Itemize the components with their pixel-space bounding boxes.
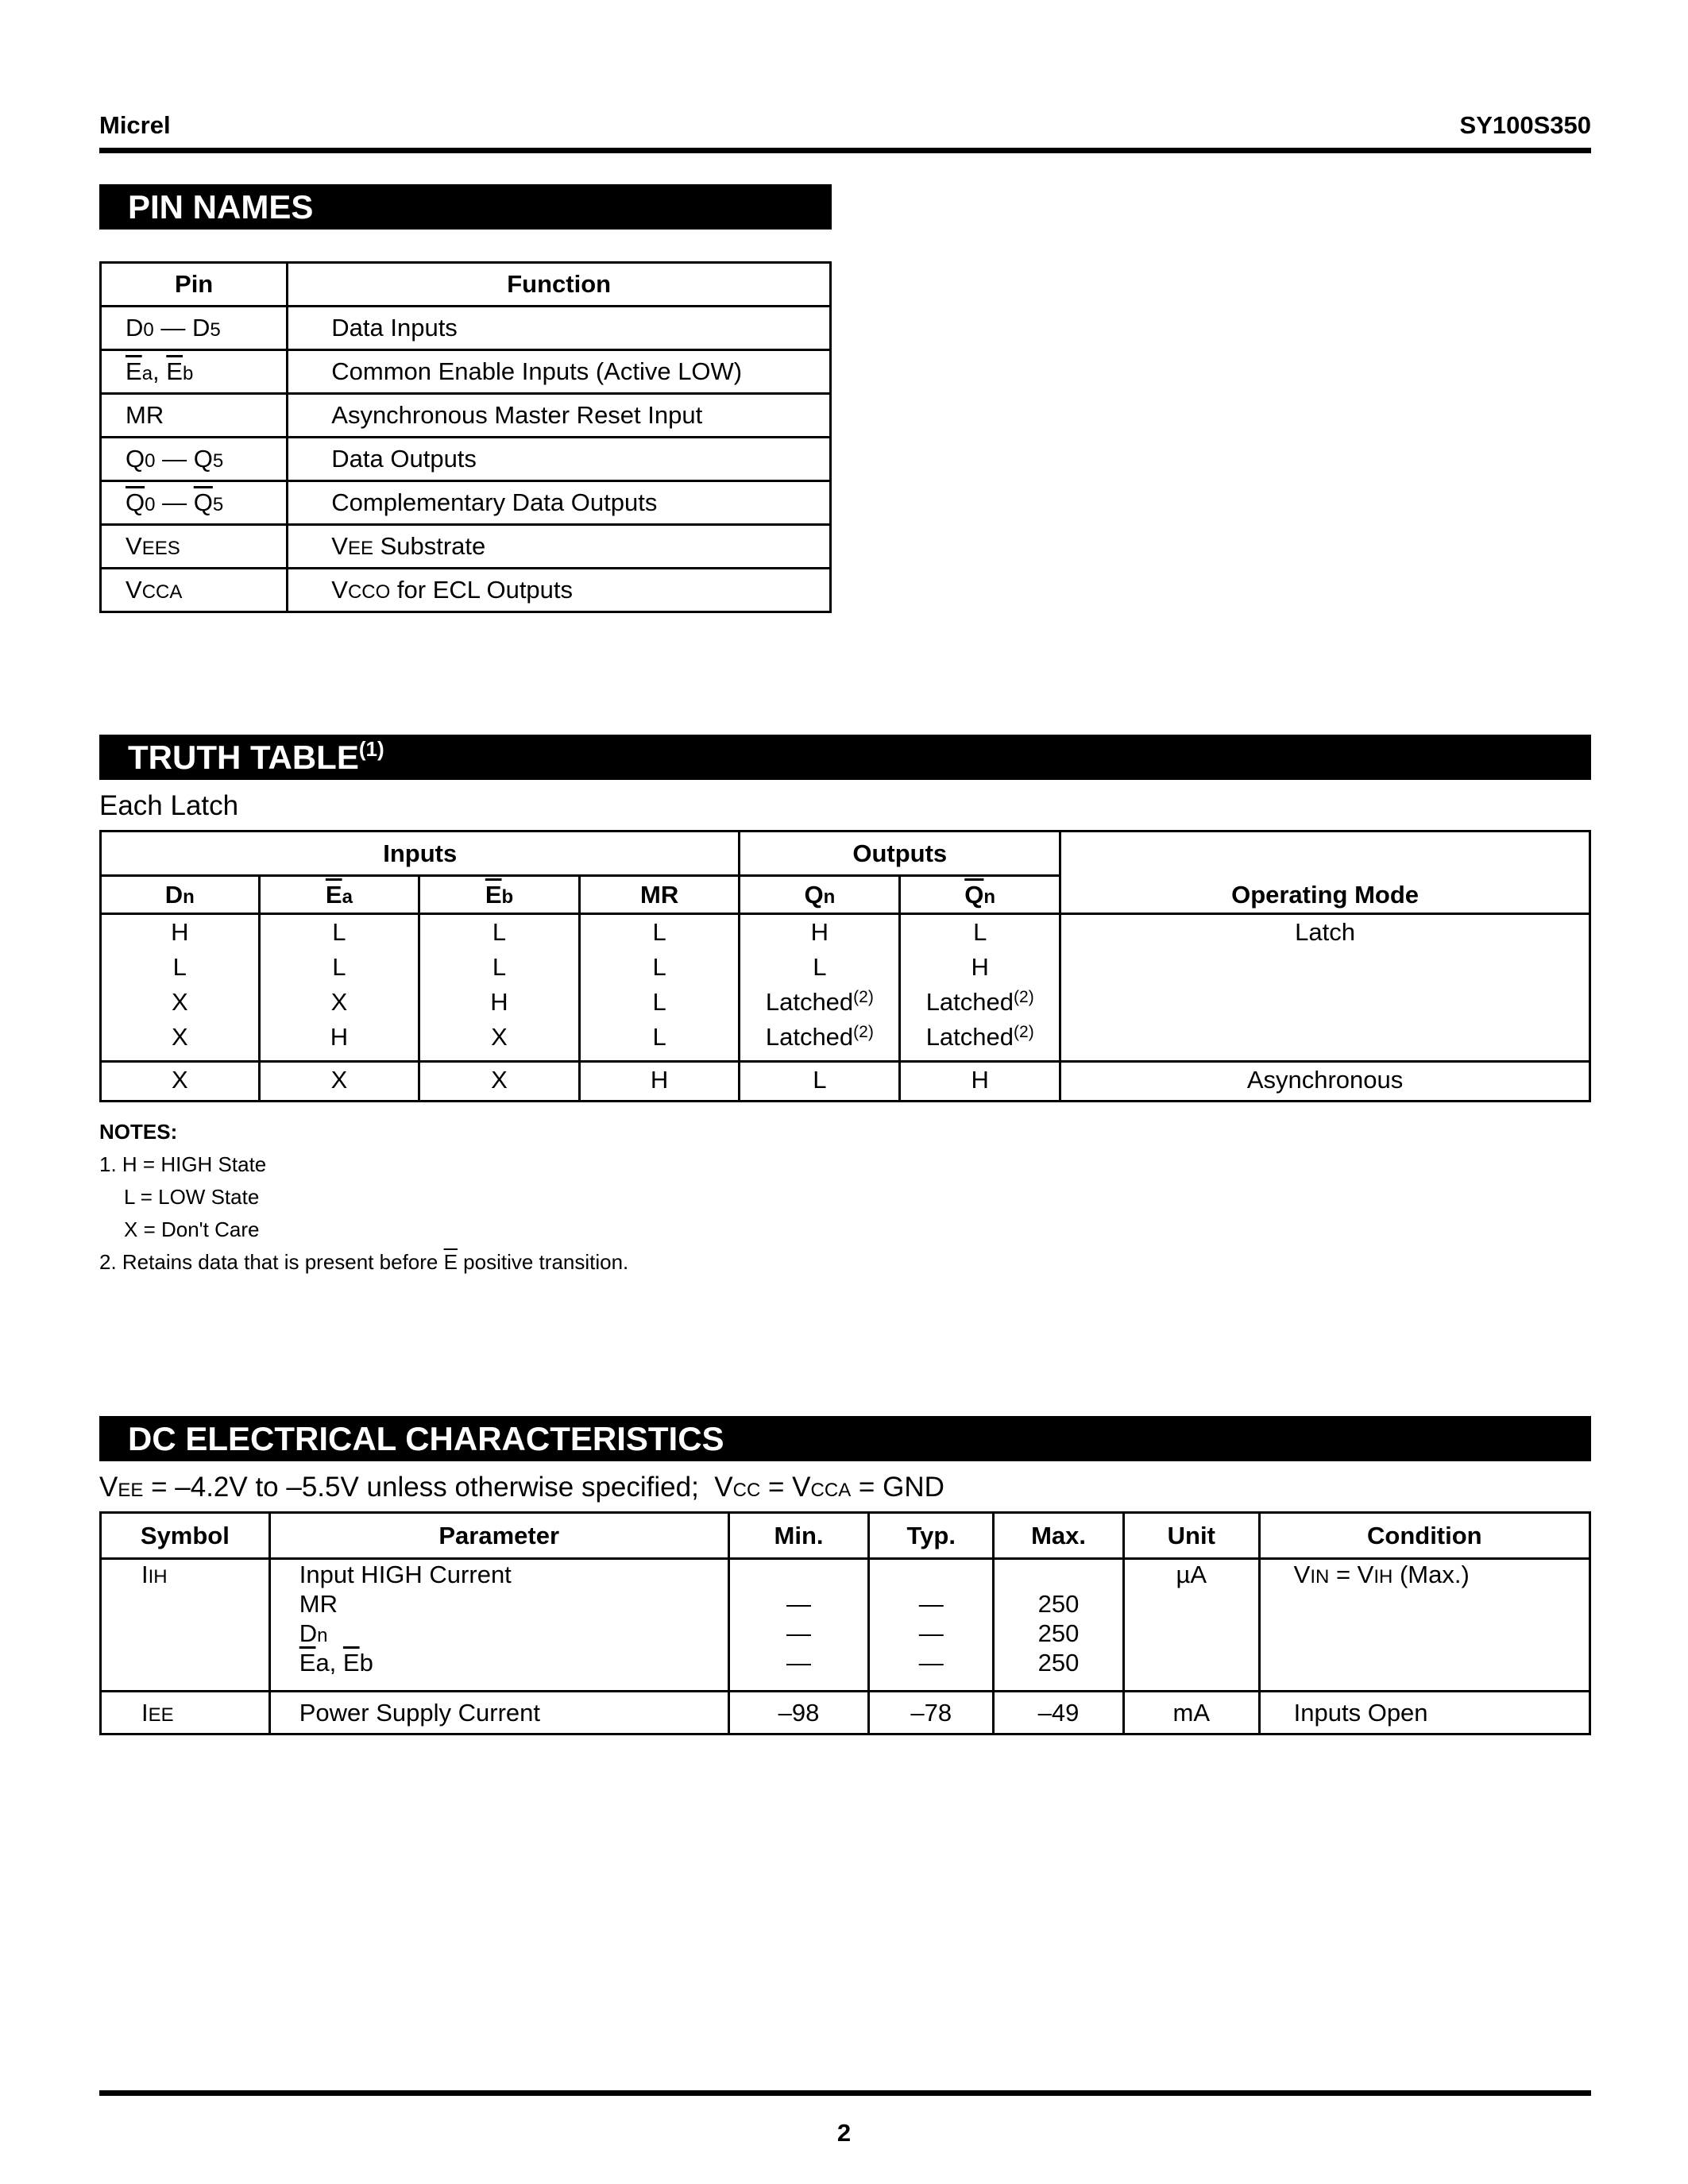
page-header [99,111,1591,140]
col-header-symbol: Symbol [101,1513,270,1559]
table-row [101,569,831,612]
table-row [101,394,831,438]
parameter-cell: Power Supply Current [269,1692,728,1734]
table-row-latch-group [101,914,1590,1062]
symbol-cell: IEE [101,1692,270,1734]
function-cell: Data Inputs [288,307,831,350]
truth-table-subtitle: Each Latch [99,790,239,821]
group-header-inputs: Inputs [101,832,740,876]
note-line: 1. H = HIGH State [99,1152,267,1176]
header-company: Micrel [99,111,171,139]
qn-cell: L [740,1062,900,1102]
mr-cell: H [579,1062,740,1102]
col-header-ea: $\overline{E}a$ [259,876,419,914]
symbol-cell: IIH [101,1559,270,1692]
operating-mode-cell: Latch [1060,914,1590,1062]
truth-table-title: TRUTH TABLE$^{(1)}$ [99,735,1591,780]
dn-cell: H L X X [101,914,260,1062]
col-header-mr: MR [579,876,740,914]
function-cell: Asynchronous Master Reset Input [288,394,831,438]
truth-table [99,830,1591,1102]
dc-characteristics-table [99,1511,1591,1735]
unit-cell: mA [1123,1692,1259,1734]
table-header-row [101,1513,1590,1559]
header-rule [99,148,1591,153]
table-group-header-row [101,832,1590,876]
page-number: 2 [836,2119,852,2147]
function-cell: VEE Substrate [288,525,831,569]
condition-cell: Inputs Open [1259,1692,1590,1734]
col-header-unit: Unit [1123,1513,1259,1559]
table-row [101,481,831,525]
mr-cell: L L L L [579,914,740,1062]
note-line: 2. Retains data that is present before $\overline{E}$ positive transition. [99,1250,629,1274]
col-header-eb: $\overline{E}b$ [419,876,580,914]
note-line: L = LOW State [124,1185,260,1209]
notes [99,1116,628,1279]
function-cell: Common Enable Inputs (Active LOW) [288,350,831,394]
table-row [101,525,831,569]
eb-cell: X [419,1062,580,1102]
ea-cell: L L X H [259,914,419,1062]
notes-title: NOTES: [99,1120,178,1144]
max-cell: 250 250 250 [994,1559,1124,1692]
footer-rule [99,2090,1591,2096]
header-part-number: SY100S350 [1459,111,1591,139]
typ-cell: –78 [869,1692,994,1734]
col-header-pin: Pin [101,263,288,307]
col-header-qn-bar: $\overline{Q}n$ [900,876,1060,914]
operating-mode-cell: Asynchronous [1060,1062,1590,1102]
qn-bar-cell: H [900,1062,1060,1102]
eb-cell: L L H X [419,914,580,1062]
col-header-condition: Condition [1259,1513,1590,1559]
min-cell: –98 [728,1692,869,1734]
col-header-dn: Dn [101,876,260,914]
dc-characteristics-title: DC ELECTRICAL CHARACTERISTICS [99,1416,1591,1461]
col-header-max: Max. [994,1513,1124,1559]
table-row [101,350,831,394]
condition-cell: VIN = VIH (Max.) [1259,1559,1590,1692]
dn-cell: X [101,1062,260,1102]
typ-cell: — — — [869,1559,994,1692]
pin-names-table [99,261,832,613]
table-row [101,438,831,481]
pin-cell: VCCA [101,569,288,612]
col-header-parameter: Parameter [269,1513,728,1559]
pin-cell: Q0 — Q5 [101,438,288,481]
min-cell: — — — [728,1559,869,1692]
max-cell: –49 [994,1692,1124,1734]
function-cell: Data Outputs [288,438,831,481]
group-header-outputs: Outputs [740,832,1060,876]
ea-cell: X [259,1062,419,1102]
col-header-typ: Typ. [869,1513,994,1559]
pin-cell: VEES [101,525,288,569]
pin-cell: MR [101,394,288,438]
col-header-function: Function [288,263,831,307]
table-row [101,1692,1590,1734]
col-header-operating-mode: Operating Mode [1060,832,1590,914]
qn-bar-cell: L H Latched$^{(2)}$ Latched$^{(2)}$ [900,914,1060,1062]
pin-names-title: PIN NAMES [99,184,832,230]
col-header-qn: Qn [740,876,900,914]
table-row-async [101,1062,1590,1102]
col-header-min: Min. [728,1513,869,1559]
table-header-row [101,263,831,307]
table-row [101,1559,1590,1692]
function-cell: VCCO for ECL Outputs [288,569,831,612]
parameter-cell: Input HIGH Current MR Dn $\overline{E}a$, $\overline{E}b$ [269,1559,728,1692]
pin-cell: $\overline{Q}0$ — $\overline{Q}5$ [101,481,288,525]
note-line: X = Don't Care [124,1217,260,1241]
qn-cell: H L Latched$^{(2)}$ Latched$^{(2)}$ [740,914,900,1062]
unit-cell: µA [1123,1559,1259,1692]
pin-cell: $\overline{E}a$, $\overline{E}b$ [101,350,288,394]
table-row [101,307,831,350]
function-cell: Complementary Data Outputs [288,481,831,525]
pin-cell: D0 — D5 [101,307,288,350]
dc-conditions: VEE = –4.2V to –5.5V unless otherwise specified; VCC = VCCA = GND [99,1472,944,1503]
